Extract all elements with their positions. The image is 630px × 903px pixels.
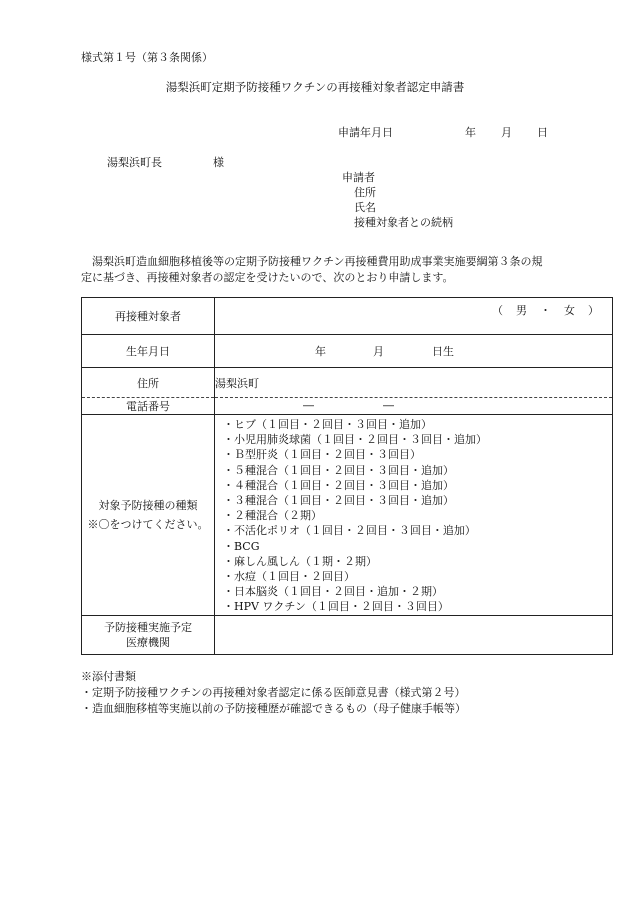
vaccine-option-4-in-1[interactable]: ・４種混合（１回目・２回目・３回目・追加） [223, 478, 454, 492]
vaccine-option-pneumococcal[interactable]: ・小児用肺炎球菌（１回目・２回目・３回目・追加） [223, 433, 487, 447]
target-person-field[interactable] [215, 298, 613, 335]
application-date-year: 年 [465, 126, 476, 139]
vaccine-option-3-in-1[interactable]: ・３種混合（１回目・２回目・３回目・追加） [223, 494, 454, 508]
vaccine-type-note: ※〇をつけてください。 [87, 517, 209, 531]
table-row-institution [82, 615, 613, 654]
vaccine-option-hpv[interactable]: ・HPV ワクチン（１回目・２回目・３回目） [223, 600, 449, 614]
table-row-birthdate [82, 335, 613, 368]
application-date-label: 申請年月日 [338, 126, 393, 139]
attachments-title: ※添付書類 [81, 670, 136, 683]
applicant-relation-label: 接種対象者との続柄 [354, 216, 453, 229]
application-date-day: 日 [537, 126, 548, 139]
applicant-address-label: 住所 [354, 186, 376, 199]
vaccine-option-varicella[interactable]: ・水痘（１回目・２回目） [223, 570, 355, 584]
addressee-honorific: 様 [213, 156, 224, 169]
addressee-name: 湯梨浜町長 [107, 156, 162, 169]
institution-field[interactable] [215, 615, 613, 654]
attachment-item: ・造血細胞移植等実施以前の予防接種歴が確認できるもの（母子健康手帳等） [81, 702, 466, 715]
form-number: 様式第１号（第３条関係） [81, 51, 213, 64]
vaccine-list [215, 415, 612, 615]
application-statement: 湯梨浜町造血細胞移植後等の定期予防接種ワクチン再接種費用助成事業実施要綱第３条の規定に基づき、再接種対象者の認定を受けたいので、次のとおり申請します。 [81, 255, 543, 284]
vaccine-list-cell [215, 415, 613, 616]
attachment-item: ・定期予防接種ワクチンの再接種対象者認定に係る医師意見書（様式第２号） [81, 686, 466, 699]
birth-month-label: 月 [373, 345, 384, 358]
vaccine-option-hib[interactable]: ・ヒブ（１回目・２回目・３回目・追加） [223, 418, 432, 431]
vaccine-option-hepatitis-b[interactable]: ・Ｂ型肝炎（１回目・２回目・３回目） [223, 448, 421, 462]
applicant-name-label: 氏名 [354, 201, 376, 214]
vaccine-option-mr[interactable]: ・麻しん風しん（１期・２期） [223, 554, 377, 568]
table-row-phone [82, 398, 613, 415]
application-date-month: 月 [501, 126, 512, 139]
vaccine-type-label-cell [82, 415, 215, 616]
address-field[interactable]: 湯梨浜町 [215, 368, 613, 398]
vaccine-option-2-in-1[interactable]: ・２種混合（２期） [223, 509, 322, 523]
address-label: 住所 [82, 368, 215, 398]
phone-field[interactable] [215, 398, 613, 415]
phone-separator-2: ― [383, 399, 394, 412]
birth-year-label: 年 [315, 345, 326, 358]
table-row-address [82, 368, 613, 398]
gender-choice[interactable]: （ 男 ・ 女 ） [492, 304, 600, 317]
birth-day-label: 日生 [432, 345, 454, 358]
vaccine-option-5-in-1[interactable]: ・５種混合（１回目・２回目・３回目・追加） [223, 463, 454, 477]
application-form-table [81, 297, 613, 655]
institution-label-cell [82, 615, 215, 654]
birthdate-label: 生年月日 [82, 335, 215, 368]
table-row-target [82, 298, 613, 335]
vaccine-option-japanese-encephalitis[interactable]: ・日本脳炎（１回目・２回目・追加・２期） [223, 585, 443, 599]
phone-label: 電話番号 [82, 398, 215, 415]
phone-separator-1: ― [303, 399, 314, 412]
vaccine-option-bcg[interactable]: ・BCG [223, 539, 260, 553]
table-row-vaccine-type [82, 415, 613, 616]
target-person-label: 再接種対象者 [82, 298, 215, 335]
applicant-label: 申請者 [342, 171, 375, 184]
birthdate-field[interactable] [215, 335, 613, 368]
vaccine-type-label: 対象予防接種の種類 [98, 498, 198, 512]
document-title: 湯梨浜町定期予防接種ワクチンの再接種対象者認定申請書 [165, 80, 465, 94]
institution-label-line2: 医療機関 [126, 635, 170, 649]
vaccine-option-ipv[interactable]: ・不活化ポリオ（１回目・２回目・３回目・追加） [223, 524, 476, 538]
institution-label-line1: 予防接種実施予定 [104, 620, 192, 634]
